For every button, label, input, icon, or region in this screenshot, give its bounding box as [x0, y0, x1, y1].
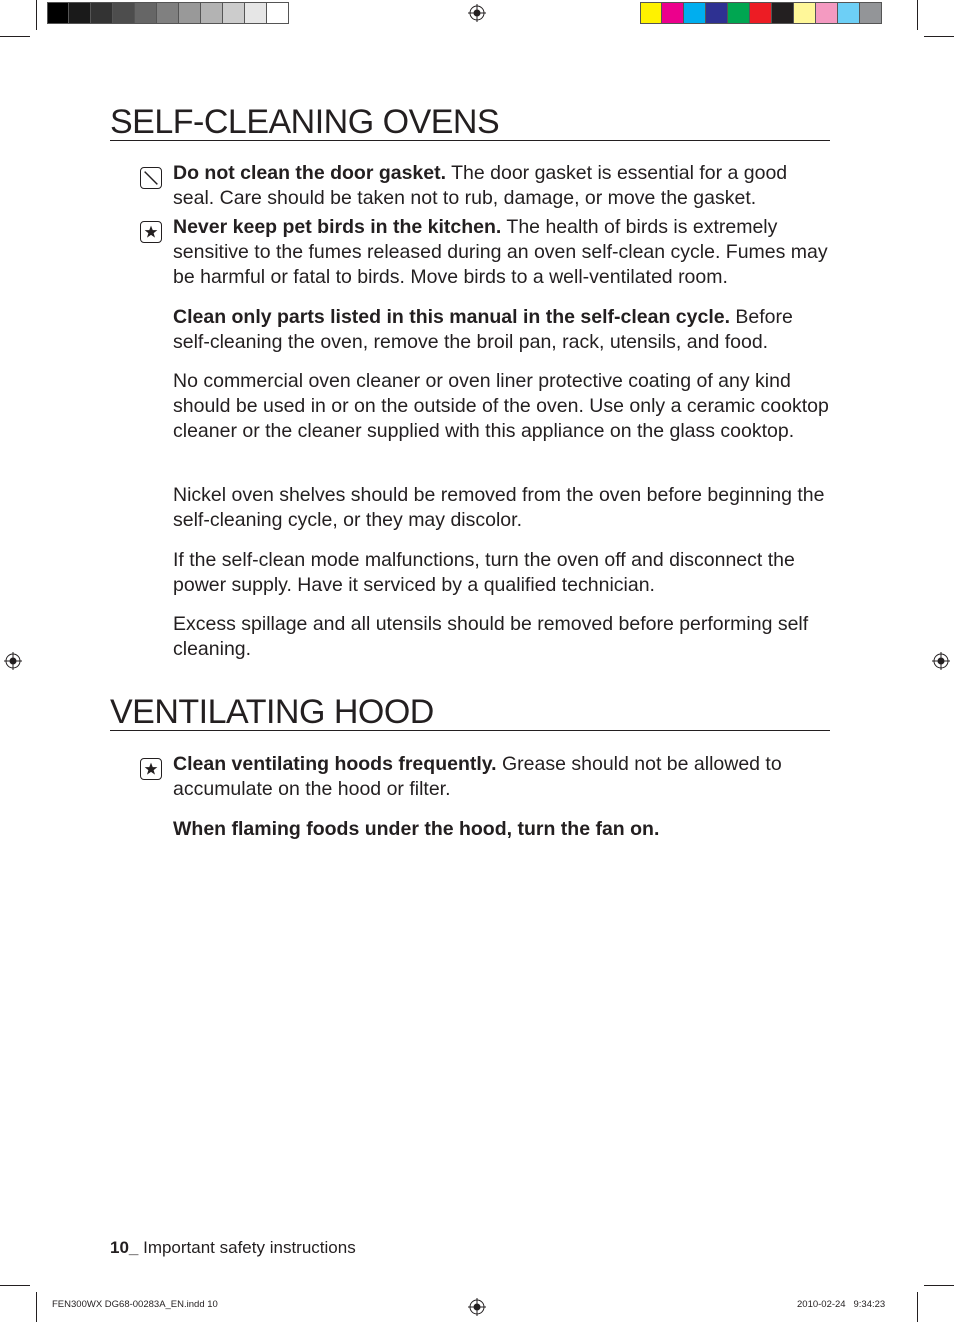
registration-mark-icon: [468, 1298, 486, 1316]
note-door-gasket: [173, 161, 833, 211]
note-heading: Clean ventilating hoods frequently.: [173, 753, 497, 775]
gray-swatch: [69, 2, 91, 24]
note-pet-birds: [173, 215, 833, 290]
page-number: 10_: [110, 1238, 139, 1257]
section-title-self-cleaning: SELF-CLEANING OVENS: [110, 104, 830, 141]
color-swatch: [794, 2, 816, 24]
crop-mark: [924, 1285, 954, 1286]
gray-swatch: [201, 2, 223, 24]
note-text: The door gasket is essential for a good seal. Care should be taken not to rub, damage, or move the gasket.: [173, 162, 788, 209]
crop-mark: [36, 1292, 37, 1322]
page-footer: [110, 1238, 356, 1258]
note-text: Nickel oven shelves should be removed from the oven before beginning the self-cleaning cycle, or they may discolor.: [173, 484, 825, 531]
section-title-ventilating-hood: VENTILATING HOOD: [110, 694, 830, 731]
color-swatch: [838, 2, 860, 24]
warning-icon: [140, 758, 162, 780]
registration-mark-icon: [4, 652, 22, 670]
note-malfunction: [173, 548, 833, 598]
color-swatch: [728, 2, 750, 24]
note-nickel-shelves: [173, 483, 833, 533]
gray-swatch: [245, 2, 267, 24]
note-text: Excess spillage and all utensils should be removed before performing self cleaning.: [173, 613, 809, 660]
note-heading: Never keep pet birds in the kitchen.: [173, 216, 502, 238]
color-swatch: [662, 2, 684, 24]
registration-mark-icon: [468, 4, 486, 22]
slug-file-info: FEN300WX DG68-00283A_EN.indd 10: [52, 1299, 218, 1310]
note-text: If the self-clean mode malfunctions, turn the oven off and disconnect the power supply. Have it serviced by a qualified technician.: [173, 549, 795, 596]
note-flaming-foods: [173, 817, 833, 842]
gray-swatch: [113, 2, 135, 24]
gray-swatch: [267, 2, 289, 24]
page-section-label: Important safety instructions: [138, 1238, 356, 1257]
prohibition-icon: [140, 167, 162, 189]
color-swatch: [772, 2, 794, 24]
crop-mark: [917, 1292, 918, 1322]
color-swatch: [860, 2, 882, 24]
note-no-commercial-cleaner: [173, 369, 833, 444]
registration-mark-icon: [932, 652, 950, 670]
warning-icon: [140, 221, 162, 243]
note-text: The health of birds is extremely sensitive to the fumes released during an oven self-clean cycle. Fumes may be harmful or fatal to birds. Move birds to a well-ventilated room.: [173, 216, 828, 288]
color-swatch: [684, 2, 706, 24]
crop-mark: [0, 1285, 30, 1286]
gray-swatch: [91, 2, 113, 24]
note-text: Grease should not be allowed to accumulate on the hood or filter.: [173, 753, 782, 800]
color-swatch: [640, 2, 662, 24]
color-swatch: [706, 2, 728, 24]
grayscale-color-bar: [47, 2, 289, 24]
note-text: Before self-cleaning the oven, remove the broil pan, rack, utensils, and food.: [173, 306, 793, 353]
note-clean-hoods: [173, 752, 833, 802]
color-swatch: [816, 2, 838, 24]
note-excess-spillage: [173, 612, 833, 662]
process-color-bar: [640, 2, 882, 24]
gray-swatch: [157, 2, 179, 24]
gray-swatch: [47, 2, 69, 24]
color-swatch: [750, 2, 772, 24]
crop-mark: [0, 36, 30, 37]
gray-swatch: [223, 2, 245, 24]
gray-swatch: [135, 2, 157, 24]
slug-timestamp: 2010-02-24 9:34:23: [797, 1299, 886, 1310]
note-heading: Clean only parts listed in this manual in the self-clean cycle.: [173, 306, 730, 328]
crop-mark: [36, 0, 37, 30]
crop-mark: [924, 36, 954, 37]
note-text: No commercial oven cleaner or oven liner protective coating of any kind should be used in or on the outside of the oven. Use only a ceramic cooktop cleaner or the cleaner supplied with this appliance on the glass cooktop.: [173, 370, 829, 442]
note-heading: Do not clean the door gasket.: [173, 162, 447, 184]
note-heading: When flaming foods under the hood, turn the fan on.: [173, 818, 660, 840]
gray-swatch: [179, 2, 201, 24]
crop-mark: [917, 0, 918, 30]
note-clean-only-parts: [173, 305, 833, 355]
